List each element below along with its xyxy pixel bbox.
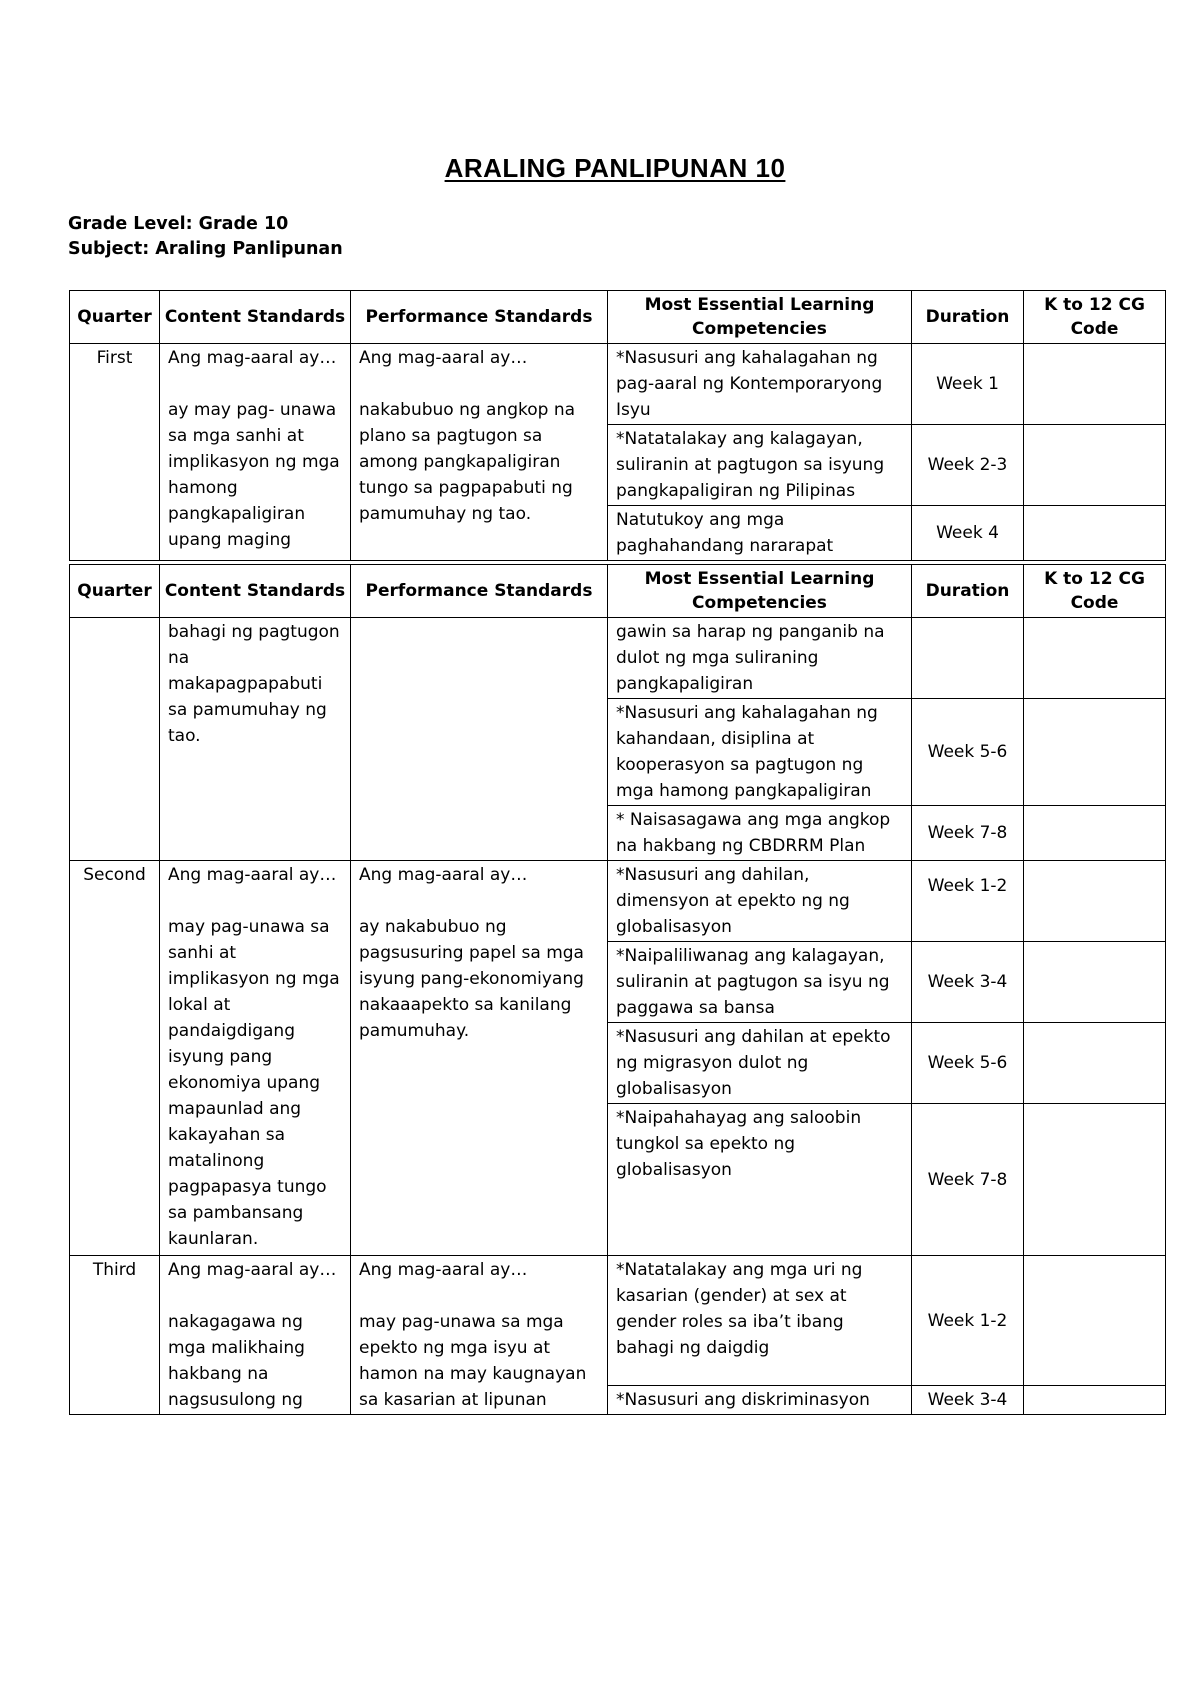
melc-table-continued (69, 564, 1166, 1415)
header-cg-code: K to 12 CG Code (1024, 565, 1166, 618)
cg-code-cell (1024, 1386, 1166, 1415)
content-standards-cell (160, 861, 351, 1256)
performance-body: ay nakabubuo ng pagsusuring papel sa mga isyung pang-ekonomiyang nakaaapekto sa kanilang pamumuhay. (359, 917, 584, 1041)
melc-table-first (69, 290, 1166, 561)
competency-cell: *Natatalakay ang mga uri ng kasarian (gender) at sex at gender roles sa iba’t ibang bahagi ng daigdig (608, 1256, 912, 1386)
cg-code-cell (1024, 1023, 1166, 1104)
header-duration: Duration (912, 291, 1024, 344)
performance-standards-cell (351, 1256, 608, 1415)
competency-cell: *Nasusuri ang diskriminasyon (608, 1386, 912, 1415)
cg-code-cell (1024, 344, 1166, 425)
header-row (70, 565, 1166, 618)
content-standards-cell (160, 618, 351, 861)
performance-standards-cell (351, 344, 608, 561)
content-body: bahagi ng pagtugon na makapagpapabuti sa pamumuhay ng tao. (168, 622, 340, 746)
quarter-cell (70, 618, 160, 861)
cg-code-cell (1024, 618, 1166, 699)
duration-cell: Week 7-8 (912, 1104, 1024, 1256)
grade-level-label: Grade Level: Grade 10 (68, 214, 289, 234)
cg-code-cell (1024, 699, 1166, 806)
performance-intro: Ang mag-aaral ay… (359, 865, 528, 885)
performance-intro: Ang mag-aaral ay… (359, 1260, 528, 1280)
table-row (70, 618, 1166, 699)
competency-cell: * Naisasagawa ang mga angkop na hakbang ng CBDRRM Plan (608, 806, 912, 861)
cg-code-cell (1024, 1256, 1166, 1386)
performance-standards-cell (351, 861, 608, 1256)
cg-code-cell (1024, 942, 1166, 1023)
cg-code-cell (1024, 861, 1166, 942)
duration-cell (912, 618, 1024, 699)
performance-intro: Ang mag-aaral ay… (359, 348, 528, 368)
table-row (70, 1256, 1166, 1386)
quarter-cell: Second (70, 861, 160, 1256)
competency-cell: *Nasusuri ang kahalagahan ng pag-aaral ng Kontemporaryong Isyu (608, 344, 912, 425)
duration-cell: Week 2-3 (912, 425, 1024, 506)
subject-label: Subject: Araling Panlipunan (68, 239, 343, 259)
competency-cell: Natutukoy ang mga paghahandang nararapat (608, 506, 912, 561)
duration-cell: Week 3-4 (912, 942, 1024, 1023)
header-duration: Duration (912, 565, 1024, 618)
duration-cell: Week 5-6 (912, 1023, 1024, 1104)
header-quarter: Quarter (70, 565, 160, 618)
header-row (70, 291, 1166, 344)
duration-cell: Week 1 (912, 344, 1024, 425)
performance-body: nakabubuo ng angkop na plano sa pagtugon sa among pangkapaligiran tungo sa pagpapabuti ng pamumuhay ng tao. (359, 400, 576, 524)
cg-code-cell (1024, 506, 1166, 561)
header-performance-standards: Performance Standards (351, 565, 608, 618)
content-intro: Ang mag-aaral ay… (168, 1260, 337, 1280)
header-melc: Most Essential Learning Competencies (608, 291, 912, 344)
cg-code-cell (1024, 806, 1166, 861)
content-body: ay may pag- unawa sa mga sanhi at implikasyon ng mga hamong pangkapaligiran upang maging (168, 400, 340, 550)
competency-cell: gawin sa harap ng panganib na dulot ng mga suliraning pangkapaligiran (608, 618, 912, 699)
duration-cell: Week 7-8 (912, 806, 1024, 861)
quarter-cell: Third (70, 1256, 160, 1415)
content-intro: Ang mag-aaral ay… (168, 865, 337, 885)
content-body: may pag-unawa sa sanhi at implikasyon ng mga lokal at pandaigdigang isyung pang ekonomiya upang mapaunlad ang kakayahan sa matalinong pagpapasya tungo sa pambansang kaunlaran. (168, 917, 340, 1249)
duration-cell: Week 4 (912, 506, 1024, 561)
table-row (70, 861, 1166, 942)
content-standards-cell (160, 1256, 351, 1415)
competency-cell: *Nasusuri ang kahalagahan ng kahandaan, disiplina at kooperasyon sa pagtugon ng mga hamong pangkapaligiran (608, 699, 912, 806)
competency-cell: *Naipahahayag ang saloobin tungkol sa epekto ng globalisasyon (608, 1104, 912, 1256)
duration-cell: Week 5-6 (912, 699, 1024, 806)
cg-code-cell (1024, 425, 1166, 506)
header-performance-standards: Performance Standards (351, 291, 608, 344)
content-intro: Ang mag-aaral ay… (168, 348, 337, 368)
duration-cell: Week 1-2 (912, 1256, 1024, 1386)
header-cg-code: K to 12 CG Code (1024, 291, 1166, 344)
header-quarter: Quarter (70, 291, 160, 344)
competency-cell: *Nasusuri ang dahilan, dimensyon at epekto ng ng globalisasyon (608, 861, 912, 942)
table-row (70, 344, 1166, 425)
competency-cell: *Naipaliliwanag ang kalagayan, suliranin at pagtugon sa isyu ng paggawa sa bansa (608, 942, 912, 1023)
content-standards-cell (160, 344, 351, 561)
duration-cell: Week 1-2 (912, 861, 1024, 942)
competency-cell: *Nasusuri ang dahilan at epekto ng migrasyon dulot ng globalisasyon (608, 1023, 912, 1104)
cg-code-cell (1024, 1104, 1166, 1256)
quarter-cell: First (70, 344, 160, 561)
content-body: nakagagawa ng mga malikhaing hakbang na nagsusulong ng (168, 1312, 305, 1410)
competency-cell: *Natatalakay ang kalagayan, suliranin at pagtugon sa isyung pangkapaligiran ng Pilipinas (608, 425, 912, 506)
header-content-standards: Content Standards (160, 291, 351, 344)
performance-body: may pag-unawa sa mga epekto ng mga isyu at hamon na may kaugnayan sa kasarian at lipunan (359, 1312, 587, 1410)
duration-cell: Week 3-4 (912, 1386, 1024, 1415)
page-title: ARALING PANLIPUNAN 10 (444, 153, 786, 183)
header-content-standards: Content Standards (160, 565, 351, 618)
header-melc: Most Essential Learning Competencies (608, 565, 912, 618)
performance-standards-cell (351, 618, 608, 861)
